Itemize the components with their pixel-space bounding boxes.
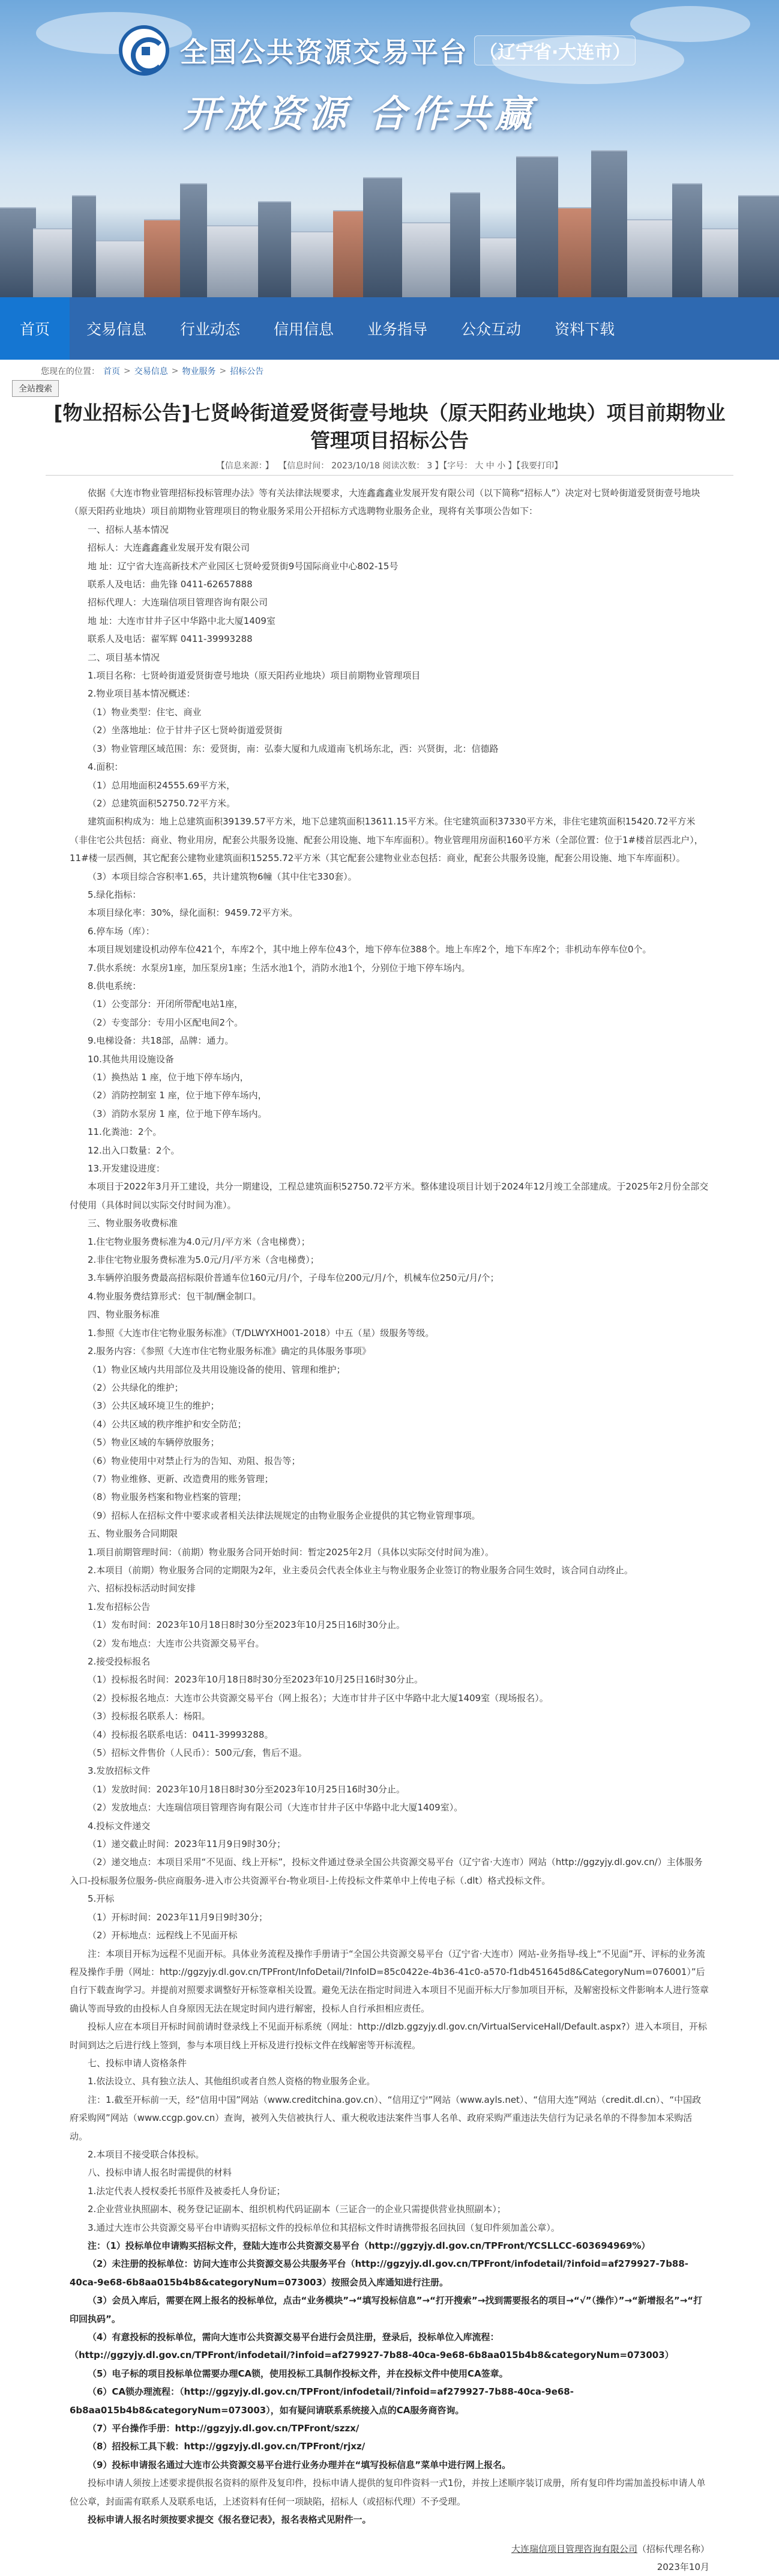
paragraph: （5）招标文件售价（人民币）：500元/套，售后不退。 (88, 1747, 307, 1759)
signature-role: （招标代理名称） (637, 2543, 709, 2554)
paragraph: （1）投标报名时间：2023年10月18日8时30分至2023年10月25日16时30分止。 (88, 1674, 424, 1686)
paragraph: 5.绿化指标： (88, 889, 142, 900)
paragraph: （9）招标人在招标文件中要求或者相关法律法规规定的由物业服务企业提供的其它物业管理事项。 (88, 1510, 481, 1521)
paragraph: （6）CA锁办理流程：（http://ggzyjy.dl.gov.cn/TPFront/infodetail/?infoid=af279927-7b88-40ca-9e68-6b8aa015b4b8&categoryNum=073003），如有疑问请联系系统接入点的CA服务商咨询。 (70, 2386, 574, 2416)
banner-slogan: 开放资源 合作共赢 (183, 92, 537, 136)
paragraph: （2）坐落地址：位于甘井子区七贤岭街道爱贤街 (88, 725, 283, 736)
section-heading: 七、投标申请人资格条件 (88, 2057, 187, 2069)
meta-source-value: 】 (265, 461, 274, 471)
breadcrumb-separator: > (219, 366, 227, 376)
paragraph: （1）总用地面积24555.69平方米， (88, 779, 236, 791)
breadcrumb-prefix: 您现在的位置： (41, 367, 100, 376)
breadcrumb-separator: > (171, 366, 179, 376)
paragraph: 13.开发建设进度： (88, 1163, 165, 1175)
meta-font-label: 】【字号： (435, 461, 473, 471)
paragraph: 2.本项目不接受联合体投标。 (88, 2148, 205, 2160)
paragraph: 本项目绿化率：30%，绿化面积：9459.72平方米。 (88, 907, 298, 919)
breadcrumb-separator: > (124, 366, 131, 376)
paragraph: 本项目于2022年3月开工建设，共分一期建设，工程总建筑面积52750.72平方米。整体建设项目计划于2024年12月竣工全部建成。于2025年2月份全部交付使用（具体时间以实际交付时间为准）。 (70, 1181, 709, 1211)
paragraph: 1.法定代表人授权委托书原件及被委托人身份证； (88, 2185, 286, 2197)
paragraph: 11.化粪池：2个。 (88, 1126, 162, 1138)
paragraph: （1）发布时间：2023年10月18日8时30分至2023年10月25日16时30分止。 (88, 1619, 406, 1631)
paragraph: （5）物业区域的车辆停放服务； (88, 1437, 220, 1448)
paragraph: （3）投标报名联系人：杨阳。 (88, 1711, 211, 1722)
section-heading: 四、物业服务标准 (88, 1309, 160, 1320)
paragraph: 2.企业营业执照副本、税务登记证副本、组织机构代码证副本（三证合一的企业只需提供营业执照副本）； (88, 2204, 506, 2215)
site-logo[interactable] (119, 25, 636, 76)
paragraph: 8.供电系统： (88, 980, 142, 991)
article-title: [物业招标公告]七贤岭街道爱贤街壹号地块（原天阳药业地块）项目前期物业管理项目招标公告 (53, 401, 726, 452)
paragraph: （1）物业区域内共用部位及共用设施设备的使用、管理和维护； (88, 1364, 346, 1375)
nav-item-trade-info[interactable]: 交易信息 (86, 321, 147, 338)
paragraph: （4）公共区域的秩序维护和安全防范； (88, 1418, 247, 1430)
city-skyline-image (0, 147, 779, 297)
paragraph: （8）招投标工具下载：http://ggzyjy.dl.gov.cn/TPFront/rjxz/ (88, 2441, 365, 2452)
paragraph: 投标申请人报名时须按要求提交《报名登记表》，报名表格式见附件一。 (88, 2514, 371, 2526)
breadcrumb-item-notice[interactable]: 招标公告 (230, 367, 264, 376)
paragraph: 投标申请人须按上述要求提供报名资料的原件及复印件，投标申请人提供的复印件资料一式1份，并按上述顺序装订成册，所有复印件均需加盖投标申请人单位公章，封面需有联系人及联系电话，上述资料有任何一项缺陷，招标人（或招标代理）不予受理。 (70, 2478, 706, 2507)
platform-region: （辽宁省·大连市） (474, 35, 636, 65)
paragraph: 1.发布招标公告 (88, 1601, 151, 1612)
paragraph: 2.本项目（前期）物业服务合同的定期限为2年，业主委员会代表全体业主与物业服务企业签订的物业服务合同生效时，该合同自动终止。 (88, 1564, 633, 1576)
paragraph: 2.接受投标报名 (88, 1656, 151, 1667)
paragraph: （6）物业使用中对禁止行为的告知、劝阻、报告等； (88, 1455, 301, 1466)
paragraph: 注：1.截至开标前一天，经“信用中国”网站（www.creditchina.gov.cn）、“信用辽宁”网站（www.ayls.net）、“信用大连”网站（credit.dl.cn）、“中国政府采购网”网站（www.ccgp.gov.cn）查询，被列入失信被执行人、重大税收违法案件当事人名单、政府采购严重违法失信行为记录名单的不得参加本采购活动。 (70, 2094, 702, 2142)
breadcrumb (0, 363, 779, 379)
paragraph: （8）物业服务档案和物业档案的管理； (88, 1492, 247, 1503)
paragraph: 2.物业项目基本情况概述： (88, 688, 196, 700)
meta-date-label: 【信息时间： (278, 461, 329, 471)
paragraph: 依据《大连市物业管理招标投标管理办法》等有关法律法规要求，大连鑫鑫鑫业发展开发有限公司（以下简称“招标人”）决定对七贤岭街道爱贤街壹号地块（原天阳药业地块）项目前期物业管理项目的物业服务采用公开招标方式选聘物业服务企业，现将有关事项公告如下： (70, 488, 700, 517)
paragraph: （3）物业管理区域范围：东：爱贤街，南：弘泰大厦和九成道南飞机场东北，西：兴贤街，北：信德路 (88, 743, 499, 754)
nav-item-credit-info[interactable]: 信用信息 (274, 321, 334, 338)
paragraph: （3）会员入库后，需要在网上报名的投标单位，点击“业务模块”→“填写投标信息”→“打开搜索”→找到需要报名的项目→“√”（操作）”→“新增报名”→“打印回执码”。 (70, 2295, 703, 2324)
paragraph: （9）投标申请报名通过大连市公共资源交易平台进行业务办理并在“填写投标信息”菜单中进行网上报名。 (88, 2459, 511, 2470)
nav-item-home[interactable]: 首页 (0, 297, 70, 360)
font-size-switch[interactable]: 大 中 小 (475, 461, 506, 471)
paragraph: （4）投标报名联系电话：0411-39993288。 (88, 1729, 274, 1740)
main-nav (0, 297, 779, 360)
paragraph: （2）专变部分：专用小区配电间2个。 (88, 1017, 244, 1028)
nav-item-public-interaction[interactable]: 公众互动 (461, 321, 522, 338)
print-button[interactable]: 】【我要打印】 (508, 461, 563, 471)
section-heading: 三、物业服务收费标准 (88, 1218, 178, 1229)
paragraph: 招标代理人：大连瑞信项目管理咨询有限公司 (88, 597, 268, 608)
paragraph: 2.服务内容：《参照《大连市住宅物业服务标准》确定的具体服务事项》 (88, 1346, 371, 1357)
banner-cloud (630, 6, 750, 42)
paragraph: 6.停车场（库）： (88, 925, 155, 937)
section-heading: 六、招标投标活动时间安排 (88, 1583, 196, 1594)
section-heading: 八、投标申请人报名时需提供的材料 (88, 2167, 232, 2178)
paragraph: （2）发放地点：大连瑞信项目管理咨询有限公司（大连市甘井子区中华路中北大厦1409室）。 (88, 1802, 463, 1813)
paragraph: （1）递交截止时间：2023年11月9日9时30分； (88, 1839, 286, 1850)
signature-org: 大连瑞信项目管理咨询有限公司 (511, 2543, 637, 2554)
paragraph: 招标人：大连鑫鑫鑫业发展开发有限公司 (88, 542, 250, 554)
section-heading: 一、招标人基本情况 (88, 524, 169, 535)
paragraph: （2）开标地点：远程线上不见面开标 (88, 1930, 238, 1941)
paragraph: （3）本项目综合容积率1.65，共计建筑物6幢（其中住宅330套）。 (88, 871, 357, 882)
article-signature (46, 2540, 733, 2576)
meta-date-value: 2023/10/18 阅读次数： (331, 461, 425, 471)
paragraph: 联系人及电话：曲先锋 0411-62657888 (88, 579, 253, 590)
paragraph: 12.出入口数量：2个。 (88, 1144, 180, 1156)
paragraph: 10.其他共用设施设备 (88, 1053, 174, 1065)
paragraph: 联系人及电话：翟军辉 0411-39993288 (88, 633, 253, 645)
signature-date: 2023年10月 (657, 2561, 709, 2572)
paragraph: 1.项目前期管理时间：（前期）物业服务合同开始时间：暂定2025年2月（具体以实际交付时间为准）。 (88, 1546, 495, 1558)
paragraph: （2）未注册的投标单位：访问大连市公共资源交易公共服务平台（http://ggzyjy.dl.gov.cn/TPFront/infodetail/?infoid=af279927-7b88-40ca-9e68-6b8aa015b4b8&categoryNum=073003）按照会员入库通知进行注册。 (70, 2258, 689, 2288)
paragraph: 4.物业服务费结算形式：包干制/酬金制口。 (88, 1290, 262, 1302)
paragraph: （1）发放时间：2023年10月18日8时30分至2023年10月25日16时30分止。 (88, 1783, 406, 1795)
paragraph: 5.开标 (88, 1893, 115, 1905)
paragraph: （2）公共绿化的维护； (88, 1382, 184, 1393)
paragraph: （1）物业类型：住宅、商业 (88, 706, 202, 718)
paragraph: 注：本项目开标为远程不见面开标。具体业务流程及操作手册请于“全国公共资源交易平台（辽宁省·大连市）网站-业务指导-线上“不见面”开、评标的业务流程及操作手册（网址：http://ggzyjy.dl.gov.cn/TPFront/InfoDetail/?InfoID=85c0422e-4b36-41c0-a570-f1db451645d8&CategoryNum=076001）”后自行下载查询学习。并提前对照要求调整好开标签章相关设置。避免无法在指定时间进入本项目不见面开标大厅参加项目开标，及解密投标文件影响本人进行签章确认等而导致的由投标人自身原因无法在规定时间内进行解密，投标人自行承担相应责任。 (70, 1948, 709, 2014)
paragraph: 3.车辆停泊服务费最高招标限价普通车位160元/月/个，子母车位200元/月/个，机械车位250元/月/个； (88, 1272, 499, 1284)
meta-views: 3 (427, 461, 433, 471)
paragraph: 注：（1）投标单位申请购买招标文件，登陆大连市公共资源交易平台（http://ggzyjy.dl.gov.cn/TPFront/YCSLLCC-603694969%） (88, 2240, 651, 2251)
paragraph: 本项目规划建设机动停车位421个，车库2个，其中地上停车位43个，地下停车位388个。地上车库2个，地下车库2个；非机动车停车位0个。 (88, 944, 652, 955)
meta-source-label: 【信息来源： (216, 461, 263, 471)
site-search-button[interactable]: 全站搜索 (12, 380, 59, 397)
section-heading: 二、项目基本情况 (88, 652, 160, 663)
paragraph: 4.面积： (88, 761, 124, 773)
paragraph: （2）消防控制室 1 座，位于地下停车场内， (88, 1090, 267, 1101)
article-meta (46, 459, 733, 476)
paragraph: （2）投标报名地点：大连市公共资源交易平台（网上报名）；大连市甘井子区中华路中北大厦1409室（现场报名）。 (88, 1692, 549, 1704)
paragraph: 1.住宅物业服务费标准为4.0元/月/平方米（含电梯费）； (88, 1236, 310, 1247)
paragraph: 投标人应在本项目开标时间前请时登录线上不见面开标系统（网址：http://dlzb.ggzyjy.dl.gov.cn/VirtualServiceHall/Default.aspx?）进入本项目，开标时间到达之后进行线上签到，参与本项目线上开标及进行投标文件在线解密等开标流程。 (70, 2021, 707, 2051)
platform-name: 全国公共资源交易平台 (180, 36, 468, 68)
platform-logo-icon (119, 25, 169, 76)
paragraph: （7）物业维修、更新、改造费用的账务管理； (88, 1473, 274, 1484)
paragraph: 3.发放招标文件 (88, 1765, 151, 1777)
paragraph: （1）换热站 1 座，位于地下停车场内， (88, 1072, 249, 1083)
section-heading: 五、物业服务合同期限 (88, 1528, 178, 1540)
header-banner (0, 0, 779, 297)
paragraph: （2）总建筑面积52750.72平方米。 (88, 797, 236, 809)
paragraph: （4）有意投标的投标单位，需向大连市公共资源交易平台进行会员注册，登录后，投标单位入库流程：（http://ggzyjy.dl.gov.cn/TPFront/infodetail/?infoid=af279927-7b88-40ca-9e68-6b8aa015b4b8&categoryNum=073003） (70, 2332, 674, 2361)
paragraph: 4.投标文件递交 (88, 1820, 151, 1831)
nav-item-business-guide[interactable]: 业务指导 (367, 321, 428, 338)
paragraph: （1）开标时间：2023年11月9日9时30分； (88, 1911, 268, 1923)
breadcrumb-item-trade-info[interactable]: 交易信息 (134, 367, 168, 376)
paragraph: 地 址：辽宁省大连高新技术产业园区七贤岭爱贤街9号国际商业中心802-15号 (88, 560, 399, 572)
paragraph: （7）平台操作手册：http://ggzyjy.dl.gov.cn/TPFront/szzx/ (88, 2423, 359, 2434)
paragraph: （2）发布地点：大连市公共资源交易平台。 (88, 1637, 265, 1649)
paragraph: （3）消防水泵房 1 座，位于地下停车场内。 (88, 1108, 267, 1119)
paragraph: （5）电子标的项目投标单位需要办理CA锁，使用投标工具制作投标文件，并在投标文件中使用CA签章。 (88, 2368, 508, 2379)
paragraph: （3）公共区域环境卫生的维护； (88, 1400, 220, 1412)
paragraph: （2）递交地点：本项目采用“不见面、线上开标”，投标文件通过登录全国公共资源交易平台（辽宁省·大连市）网站（http://ggzyjy.dl.gov.cn/）主体服务入口-投标服务位服务-供应商服务-进入市公共资源平台-物业项目-上传投标文件菜单中上传电子标（.dlt）格式投标文件。 (70, 1857, 703, 1886)
paragraph: 1.项目名称：七贤岭街道爱贤街壹号地块（原天阳药业地块）项目前期物业管理项目 (88, 670, 421, 682)
breadcrumb-item-property[interactable]: 物业服务 (182, 367, 216, 376)
article-body (46, 476, 733, 2529)
nav-item-downloads[interactable]: 资料下载 (555, 321, 615, 338)
breadcrumb-item-home[interactable]: 首页 (103, 367, 120, 376)
paragraph: 1.参照《大连市住宅物业服务标准》（T/DLWYXH001-2018）中五（星）级服务等级。 (88, 1327, 435, 1338)
nav-item-industry-news[interactable]: 行业动态 (180, 321, 241, 338)
paragraph: 3.通过大连市公共资源交易平台申请购买招标文件的投标单位和其招标文件时请携带报名回执回（复印件须加盖公章）。 (88, 2222, 560, 2233)
paragraph: 7.供水系统：水泵房1座，加压泵房1座；生活水池1个，消防水池1个，分别位于地下停车场内。 (88, 962, 471, 973)
paragraph: 地 址：大连市甘井子区中华路中北大厦1409室 (88, 615, 275, 626)
paragraph: 建筑面积构成为：地上总建筑面积39139.57平方米，地下总建筑面积13611.15平方米。住宅建筑面积37330平方米，非住宅建筑面积15420.72平方米（非住宅公共包括：商业、物业用房，配套公共服务设施、配套公用设施、地下车库面积）。物业管理用房面积160平方米（全部位置：位于1#楼首层西北户），11#楼一层西侧，其它配套公建物业建筑面积15255.72平方米（其它配套公建物业业态包括：商业，配套公共服务设施，配套公用设施、地下车库面积）。 (70, 816, 703, 864)
paragraph: （1）公变部分：开闭所带配电站1座， (88, 999, 244, 1010)
paragraph: 1.依法设立、具有独立法人、其他组织或者自然人资格的物业服务企业。 (88, 2076, 376, 2087)
paragraph: 2.非住宅物业服务费标准为5.0元/月/平方米（含电梯费）； (88, 1254, 319, 1266)
article (46, 399, 733, 2576)
paragraph: 9.电梯设备：共18部，品牌：通力。 (88, 1035, 234, 1047)
